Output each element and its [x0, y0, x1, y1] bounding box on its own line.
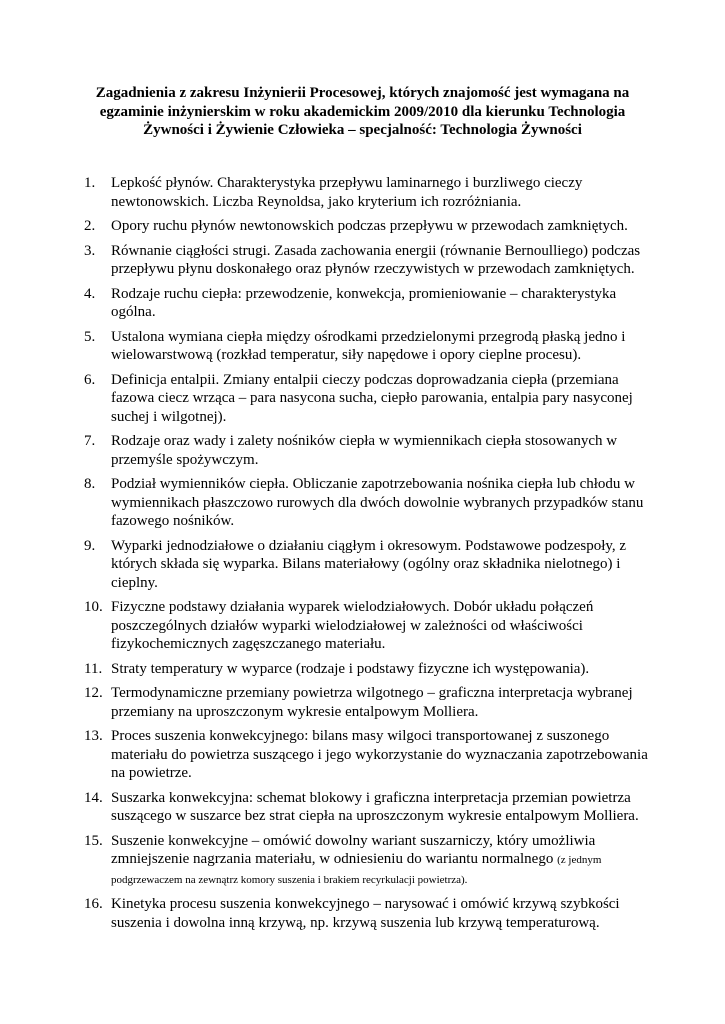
list-item	[84, 174, 664, 211]
item-number: 6.	[84, 371, 96, 388]
item-text: Rodzaje ruchu ciepła: przewodzenie, konwekcja, promieniowanie – charakterystyka ogólna.	[111, 285, 617, 320]
item-number: 9.	[84, 537, 96, 554]
item-text: Definicja entalpii. Zmiany entalpii cieczy podczas doprowadzania ciepła (przemiana fazowa ciecz wrząca – para nasycona sucha, ciepło parowania, entalpia pary nasyconej suchej i wilgotnej).	[111, 371, 633, 425]
item-text: Podział wymienników ciepła. Obliczanie zapotrzebowania nośnika ciepła lub chłodu w wymiennikach płaszczowo rurowych dla dwóch dowolnie wybranych przypadków stanu fazowego nośników.	[111, 476, 644, 529]
item-text: Kinetyka procesu suszenia konwekcyjnego – narysować i omówić krzywą szybkości suszenia i dowolna inną krzywą, np. krzywą suszenia lub krzywą temperaturową.	[111, 896, 620, 931]
list-item	[84, 217, 664, 236]
item-text: Rodzaje oraz wady i zalety nośników ciepła w wymiennikach ciepła stosowanych w przemyśle spożywczym.	[111, 433, 618, 468]
title-line-2: egzaminie inżynierskim w roku akademickim 2009/2010 dla kierunku Technologia	[99, 103, 626, 120]
item-number: 12.	[84, 685, 103, 701]
list-item	[84, 660, 664, 679]
list-item	[84, 285, 664, 322]
item-text: Proces suszenia konwekcyjnego: bilans masy wilgoci transportowanej z suszonego materiału do powietrza suszącego i jego wykorzystanie do wyznaczania zapotrzebowania na powietrze.	[111, 728, 648, 781]
item-note: (z jednym podgrzewaczem na zewnątrz komory suszenia i brakiem recyrkulacji powietrza).	[111, 854, 602, 886]
list-item	[84, 684, 664, 721]
list-item	[84, 895, 664, 932]
list-item	[84, 475, 664, 531]
item-text: Opory ruchu płynów newtonowskich podczas przepływu w przewodach zamkniętych.	[111, 218, 628, 234]
list-item	[84, 537, 664, 593]
item-text: Straty temperatury w wyparce (rodzaje i podstawy fizyczne ich występowania).	[111, 660, 590, 677]
item-number: 5.	[84, 328, 96, 345]
item-text: Suszenie konwekcyjne – omówić dowolny wariant suszarniczy, który umożliwia zmniejszenie nagrzania materiału, w odniesieniu do wariantu normalnego	[111, 832, 596, 867]
item-text: Ustalona wymiana ciepła między ośrodkami przedzielonymi przegrodą płaską jedno i wielowarstwową (rozkład temperatur, siły napędowe i opory cieplne procesu).	[111, 328, 626, 363]
item-number: 14.	[84, 789, 103, 806]
item-text: Lepkość płynów. Charakterystyka przepływu laminarnego i burzliwego cieczy newtonowskich. Liczba Reynoldsa, jako kryterium ich rozróżniania.	[111, 175, 583, 210]
item-number: 10.	[84, 599, 103, 615]
title-line-1: Zagadnienia z zakresu Inżynierii Procesowej, których znajomość jest wymagana na	[95, 85, 630, 101]
item-number: 2.	[84, 218, 96, 234]
list-item	[84, 242, 664, 279]
item-text: Termodynamiczne przemiany powietrza wilgotnego – graficzna interpretacja wybranej przemiany na uproszczonym wykresie entalpowym Molliera.	[111, 685, 633, 720]
item-number: 1.	[84, 175, 96, 191]
list-item	[84, 371, 664, 427]
topic-list	[84, 174, 664, 938]
item-number: 7.	[84, 433, 96, 449]
item-text: Suszarka konwekcyjna: schemat blokowy i graficzna interpretacja przemian powietrza suszącego w suszarce bez strat ciepła na uproszczonym wykresie entalpowym Molliera.	[111, 789, 639, 824]
list-item	[84, 832, 664, 890]
item-number: 13.	[84, 728, 103, 744]
item-number: 3.	[84, 242, 96, 259]
list-item	[84, 598, 664, 654]
item-number: 11.	[84, 660, 103, 677]
item-text: Fizyczne podstawy działania wyparek wielodziałowych. Dobór układu połączeń poszczególnych działów wyparki wielodziałowej w zależności od właściwości fizykochemicznych zagęszczanego materiału.	[111, 599, 594, 652]
item-number: 15.	[84, 832, 103, 849]
title-line-3: Żywności i Żywienie Człowieka – specjalność: Technologia Żywności	[143, 122, 582, 138]
item-number: 16.	[84, 896, 103, 912]
list-item	[84, 727, 664, 783]
list-item	[84, 789, 664, 826]
item-number: 8.	[84, 476, 96, 492]
item-text: Równanie ciągłości strugi. Zasada zachowania energii (równanie Bernoulliego) podczas przepływu płynu doskonałego oraz płynów rzeczywistych w przewodach zamkniętych.	[111, 242, 641, 277]
list-item	[84, 328, 664, 365]
item-number: 4.	[84, 285, 96, 302]
list-item	[84, 432, 664, 469]
document-title	[60, 84, 665, 140]
item-text: Wyparki jednodziałowe o działaniu ciągłym i okresowym. Podstawowe podzespoły, z których składa się wyparka. Bilans materiałowy (ogólny oraz składnika nielotnego) i cieplny.	[111, 537, 627, 591]
